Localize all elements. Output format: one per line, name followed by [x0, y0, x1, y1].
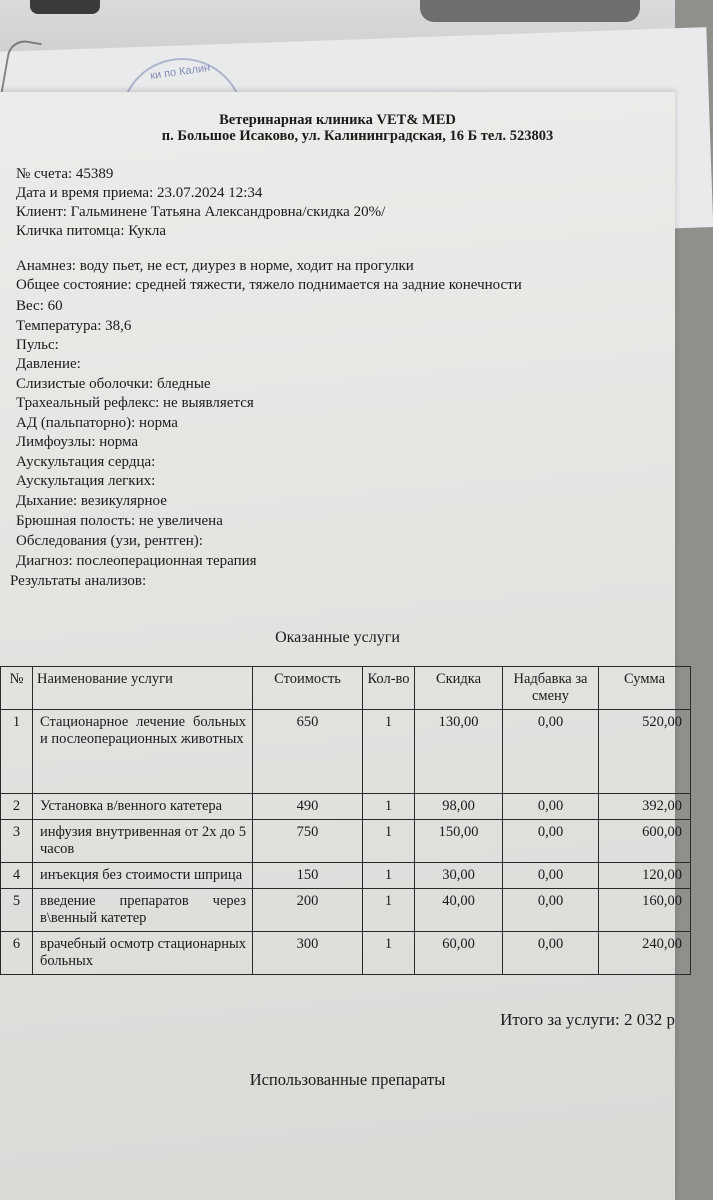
row-discount: 60,00: [415, 932, 503, 975]
services-title: Оказанные услуги: [275, 629, 400, 646]
row-surcharge: 0,00: [503, 932, 599, 975]
col-name: Наименование услуги: [33, 667, 253, 710]
row-name: инъекция без стоимости шприца: [33, 863, 253, 889]
row-discount: 40,00: [415, 889, 503, 932]
row-surcharge: 0,00: [503, 710, 599, 794]
abdomen: Брюшная полость: не увеличена: [16, 513, 223, 529]
row-price: 490: [253, 794, 363, 820]
row-sum: 240,00: [599, 932, 691, 975]
col-num: №: [1, 667, 33, 710]
row-surcharge: 0,00: [503, 794, 599, 820]
row-price: 200: [253, 889, 363, 932]
row-num: 5: [1, 889, 33, 932]
row-surcharge: 0,00: [503, 889, 599, 932]
row-discount: 150,00: [415, 820, 503, 863]
row-qty: 1: [363, 889, 415, 932]
table-row: [1, 932, 691, 975]
lung-auscultation: Аускультация легких:: [16, 473, 156, 489]
services-table: [0, 666, 691, 975]
row-surcharge: 0,00: [503, 820, 599, 863]
row-discount: 130,00: [415, 710, 503, 794]
background-device: [30, 0, 100, 14]
row-sum: 600,00: [599, 820, 691, 863]
col-price: Стоимость: [253, 667, 363, 710]
drugs-title: Использованные препараты: [249, 1070, 446, 1089]
tracheal-reflex: Трахеальный рефлекс: не выявляется: [16, 395, 254, 411]
row-name: Стационарное лечение больных и послеоперационных животных: [33, 710, 253, 794]
client-name: Клиент: Гальминене Татьяна Александровна/скидка 20%/: [16, 204, 386, 220]
row-qty: 1: [363, 863, 415, 889]
anamnesis: Анамнез: воду пьет, не ест, диурез в норме, ходит на прогулки: [16, 258, 414, 274]
row-qty: 1: [363, 794, 415, 820]
row-name: введение препаратов через в\венный катетер: [33, 889, 253, 932]
weight: Вес: 60: [16, 298, 63, 314]
diagnosis: Диагноз: послеоперационная терапия: [16, 553, 257, 569]
row-sum: 160,00: [599, 889, 691, 932]
row-name: врачебный осмотр стационарных больных: [33, 932, 253, 975]
col-qty: Кол-во: [363, 667, 415, 710]
row-name: Установка в/венного катетера: [33, 794, 253, 820]
table-row: [1, 710, 691, 794]
blood-pressure: АД (пальпаторно): норма: [16, 415, 178, 431]
row-num: 4: [1, 863, 33, 889]
background-device: [420, 0, 640, 22]
examinations: Обследования (узи, рентген):: [16, 533, 203, 549]
pressure: Давление:: [16, 356, 81, 372]
pulse: Пульс:: [16, 337, 59, 353]
pet-name: Кличка питомца: Кукла: [16, 223, 167, 239]
visit-datetime: Дата и время приема: 23.07.2024 12:34: [16, 185, 263, 201]
table-header-row: [1, 667, 691, 710]
general-condition: Общее состояние: средней тяжести, тяжело поднимается на задние конечности: [16, 277, 522, 293]
temperature: Температура: 38,6: [16, 318, 132, 334]
col-sum: Сумма: [599, 667, 691, 710]
row-price: 650: [253, 710, 363, 794]
row-qty: 1: [363, 932, 415, 975]
stamp-text: ки по Калин: [149, 61, 211, 83]
row-num: 6: [1, 932, 33, 975]
breathing: Дыхание: везикулярное: [16, 493, 167, 509]
col-surcharge: Надбавка за смену: [503, 667, 599, 710]
row-price: 150: [253, 863, 363, 889]
row-qty: 1: [363, 820, 415, 863]
row-sum: 520,00: [599, 710, 691, 794]
row-name: инфузия внутривенная от 2х до 5 часов: [33, 820, 253, 863]
table-row: [1, 794, 691, 820]
row-price: 300: [253, 932, 363, 975]
mucous-membranes: Слизистые оболочки: бледные: [16, 376, 211, 392]
row-discount: 30,00: [415, 863, 503, 889]
lymph-nodes: Лимфоузлы: норма: [16, 434, 139, 450]
table-row: [1, 820, 691, 863]
services-total: Итого за услуги: 2 032 р: [500, 1010, 675, 1029]
analysis-results: Результаты анализов:: [10, 573, 147, 589]
row-qty: 1: [363, 710, 415, 794]
row-discount: 98,00: [415, 794, 503, 820]
table-row: [1, 889, 691, 932]
row-num: 2: [1, 794, 33, 820]
invoice-document: [0, 92, 682, 1200]
clinic-name: Ветеринарная клиника VET& MED: [219, 112, 456, 128]
heart-auscultation: Аускультация сердца:: [16, 454, 156, 470]
invoice-number: № счета: 45389: [16, 166, 114, 182]
row-surcharge: 0,00: [503, 863, 599, 889]
clinic-address: п. Большое Исаково, ул. Калининградская, 16 Б тел. 523803: [161, 128, 554, 144]
row-num: 3: [1, 820, 33, 863]
table-row: [1, 863, 691, 889]
row-num: 1: [1, 710, 33, 794]
row-price: 750: [253, 820, 363, 863]
row-sum: 120,00: [599, 863, 691, 889]
row-sum: 392,00: [599, 794, 691, 820]
col-discount: Скидка: [415, 667, 503, 710]
